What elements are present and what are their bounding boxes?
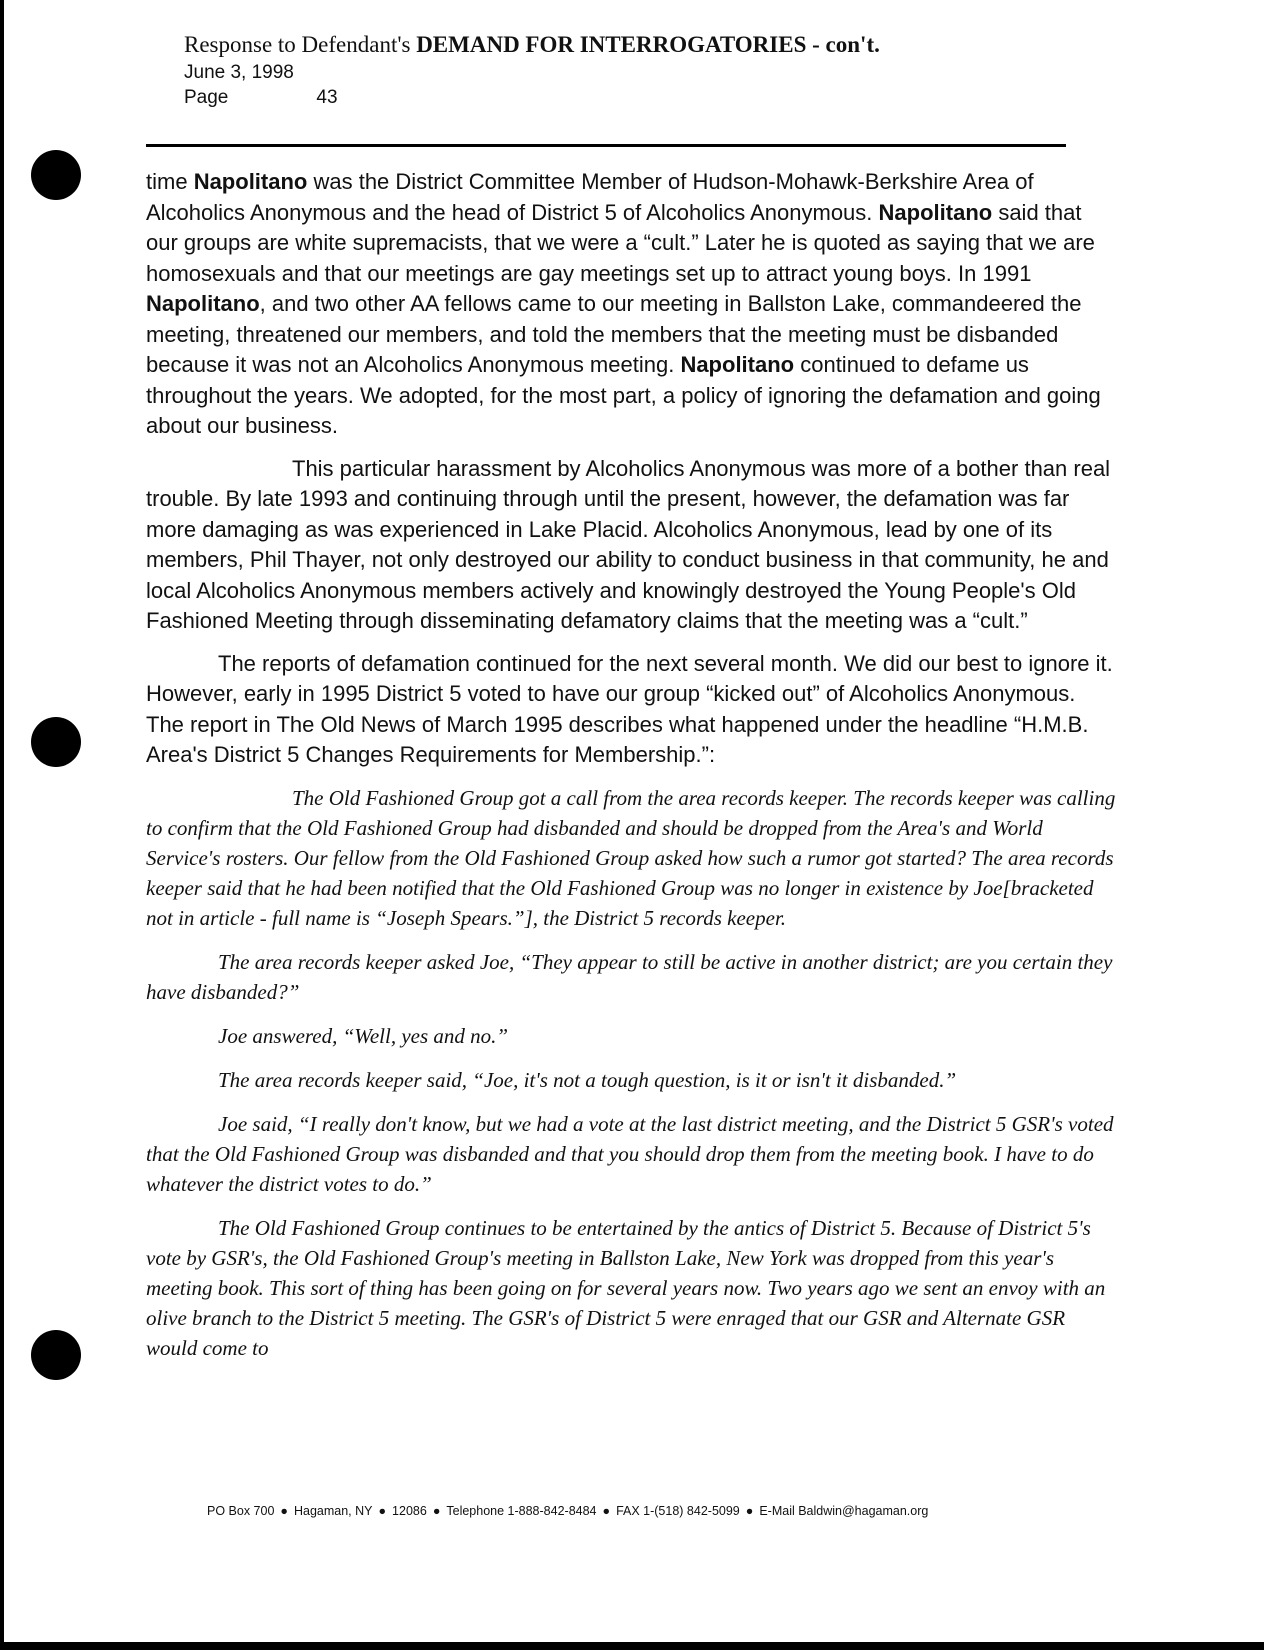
page-label: Page (184, 87, 229, 108)
document-date: June 3, 1998 (184, 62, 294, 83)
quote-paragraph: The area records keeper said, “Joe, it's not a tough question, is it or isn't it disbanded.” (218, 1067, 957, 1092)
quote-paragraph: The area records keeper asked Joe, “They appear to still be active in another district; are you certain they have disbanded?” (146, 949, 1113, 1004)
punch-hole-icon (31, 150, 81, 200)
footer-item: Hagaman, NY (293, 1504, 373, 1518)
paragraph-reports: The reports of defamation continued for the next several month. We did our best to ignore it. However, early in 1995 District 5 voted to have our group “kicked out” of Alcoholics Anonymous. The report in The Old News of March 1995 describes what happened under the headline “H.M.B. Area's District 5 Changes Requirements for Membership.”: (146, 650, 1113, 767)
document-title: Response to Defendant's DEMAND FOR INTERROGATORIES - con't. (184, 32, 880, 57)
punch-hole-icon (31, 1330, 81, 1380)
quote-paragraph: Joe said, “I really don't know, but we had a vote at the last district meeting, and the District 5 GSR's voted that the Old Fashioned Group was disbanded and that you should drop them from the meeting book. I have to do whatever the district votes to do.” (146, 1111, 1114, 1196)
paragraph-napolitano: time Napolitano was the District Committee Member of Hudson-Mohawk-Berkshire Area of Alcoholics Anonymous and the head of District 5 of Alcoholics Anonymous. Napolitano said that our groups are white supremacists, that we were a “cult.” Later he is quoted as saying that we are homosexuals and that our meetings are gay meetings set up to attract young boys. In 1991 Napolitano, and two other AA fellows came to our meeting in Ballston Lake, commandeered the meeting, threatened our members, and told the members that the meeting must be disbanded because it was not an Alcoholics Anonymous meeting. Napolitano continued to defame us throughout the years. We adopted, for the most part, a policy of ignoring the defamation and going about our business. (146, 169, 1101, 438)
quote-paragraph: The Old Fashioned Group got a call from the area records keeper. The records keeper was calling to confirm that the Old Fashioned Group had disbanded and should be dropped from the Area's and World Service's rosters. Our fellow from the Old Fashioned Group asked how such a rumor got started? The area records keeper said that he had been notified that the Old Fashioned Group was no longer in existence by Joe[bracketed not in article - full name is “Joseph Spears.”], the District 5 records keeper. (146, 785, 1116, 930)
bullet-icon: ● (745, 1504, 754, 1518)
punch-hole-icon (31, 717, 81, 767)
quote-paragraph: Joe answered, “Well, yes and no.” (218, 1023, 509, 1048)
footer-item: 12086 (392, 1504, 427, 1518)
letterhead-footer (207, 1504, 1107, 1518)
footer-item: E-Mail Baldwin@hagaman.org (759, 1504, 929, 1518)
bullet-icon: ● (378, 1504, 387, 1518)
header-rule (146, 144, 1066, 147)
document-body (146, 167, 1116, 1377)
bold-name: Napolitano (878, 199, 993, 225)
scan-left-edge (0, 0, 4, 1650)
bullet-icon: ● (280, 1504, 288, 1518)
paragraph-harassment: This particular harassment by Alcoholics Anonymous was more of a bother than real trouble. By late 1993 and continuing through until the present, however, the defamation was far more damaging as was experienced in Lake Placid. Alcoholics Anonymous, lead by one of its members, Phil Thayer, not only destroyed our ability to conduct business in that community, he and local Alcoholics Anonymous members actively and knowingly destroyed the Young People's Old Fashioned Meeting through disseminating defamatory claims that the meeting was a “cult.” (146, 455, 1111, 633)
bold-name: Napolitano (193, 169, 308, 194)
bullet-icon: ● (432, 1504, 441, 1518)
footer-item: FAX 1-(518) 842-5099 (616, 1504, 740, 1518)
bullet-icon: ● (602, 1504, 611, 1518)
page-number: 43 (316, 87, 338, 108)
block-quote (146, 783, 1116, 1363)
scan-bottom-edge (0, 1642, 1264, 1650)
quote-paragraph: The Old Fashioned Group continues to be entertained by the antics of District 5. Because of District 5's vote by GSR's, the Old Fashioned Group's meeting in Ballston Lake, New York was dropped from this year's meeting book. This sort of thing has been going on for several years now. Two years ago we sent an envoy with an olive branch to the District 5 meeting. The GSR's of District 5 were enraged that our GSR and Alternate GSR would come to (146, 1215, 1106, 1360)
bold-name: Napolitano (680, 352, 795, 377)
bold-name: Napolitano (146, 291, 260, 316)
footer-item: Telephone 1-888-842-8484 (446, 1504, 597, 1518)
page-header (184, 30, 1064, 110)
page-indicator (184, 85, 1064, 110)
footer-item: PO Box 700 (207, 1504, 275, 1518)
